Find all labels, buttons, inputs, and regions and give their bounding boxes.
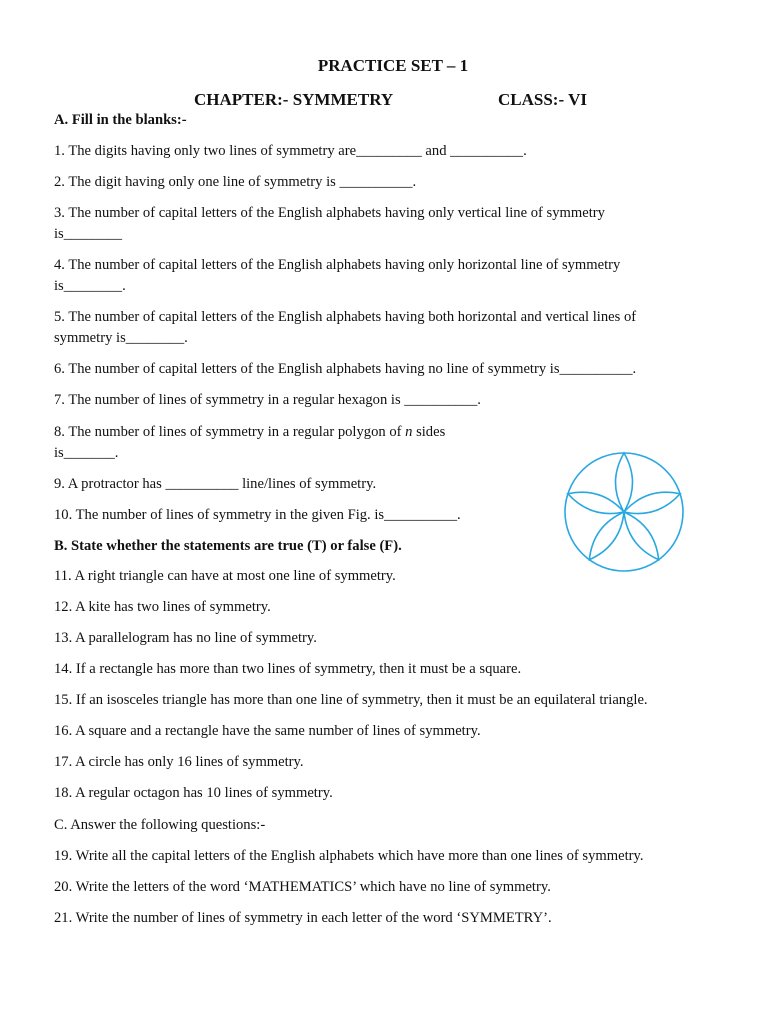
question-15: 15. If an isosceles triangle has more than one line of symmetry, then it must be an equilateral triangle. [54, 692, 648, 708]
section-b-heading: B. State whether the statements are true (T) or false (F). [54, 538, 402, 554]
question-6: 6. The number of capital letters of the English alphabets having no line of symmetry is__________. [54, 361, 637, 377]
question-4-line-2: is________. [54, 278, 126, 294]
figure-petal [568, 492, 624, 513]
question-3-line-2: is________ [54, 226, 123, 242]
question-5-line-1: 5. The number of capital letters of the English alphabets having both horizontal and vertical lines of [54, 309, 637, 325]
section-a-heading: A. Fill in the blanks:- [54, 112, 187, 128]
question-5-line-2: symmetry is________. [54, 330, 188, 346]
question-16: 16. A square and a rectangle have the same number of lines of symmetry. [54, 723, 481, 739]
question-9: 9. A protractor has __________ line/lines of symmetry. [54, 476, 377, 492]
figure-petal [624, 492, 680, 513]
question-3-line-1: 3. The number of capital letters of the English alphabets having only vertical line of symmetry [54, 205, 605, 221]
section-c-heading: C. Answer the following questions:- [54, 817, 266, 833]
question-17: 17. A circle has only 16 lines of symmetry. [54, 754, 304, 770]
question-14: 14. If a rectangle has more than two lines of symmetry, then it must be a square. [54, 661, 522, 677]
question-8-text-a: 8. The number of lines of symmetry in a regular polygon of [54, 424, 406, 440]
question-8-line-2: is_______. [54, 445, 119, 461]
question-7: 7. The number of lines of symmetry in a regular hexagon is __________. [54, 392, 481, 408]
question-18: 18. A regular octagon has 10 lines of symmetry. [54, 785, 333, 801]
class-heading: CLASS:- VI [498, 90, 587, 109]
question-13: 13. A parallelogram has no line of symmetry. [54, 630, 317, 646]
question-8-line-1 [54, 422, 445, 442]
page-title: PRACTICE SET – 1 [317, 56, 469, 75]
question-4-line-1: 4. The number of capital letters of the English alphabets having only horizontal line of symmetry [54, 257, 621, 273]
question-11: 11. A right triangle can have at most one line of symmetry. [54, 568, 396, 584]
question-20: 20. Write the letters of the word ‘MATHEMATICS’ which have no line of symmetry. [54, 879, 551, 895]
question-8-variable: n [405, 424, 413, 440]
question-2: 2. The digit having only one line of symmetry is __________. [54, 174, 417, 190]
question-1: 1. The digits having only two lines of symmetry are_________ and __________. [54, 143, 527, 159]
question-8-text-b: sides [412, 424, 446, 440]
question-10: 10. The number of lines of symmetry in the given Fig. is__________. [54, 507, 461, 523]
question-21: 21. Write the number of lines of symmetry in each letter of the word ‘SYMMETRY’. [54, 910, 552, 926]
chapter-heading: CHAPTER:- SYMMETRY [194, 90, 394, 109]
figure-petal [624, 512, 659, 560]
question-19: 19. Write all the capital letters of the English alphabets which have more than one lines of symmetry. [54, 848, 644, 864]
symmetry-flower-figure [560, 448, 688, 576]
figure-petal [589, 512, 624, 560]
figure-petal [616, 453, 633, 512]
question-12: 12. A kite has two lines of symmetry. [54, 599, 271, 615]
